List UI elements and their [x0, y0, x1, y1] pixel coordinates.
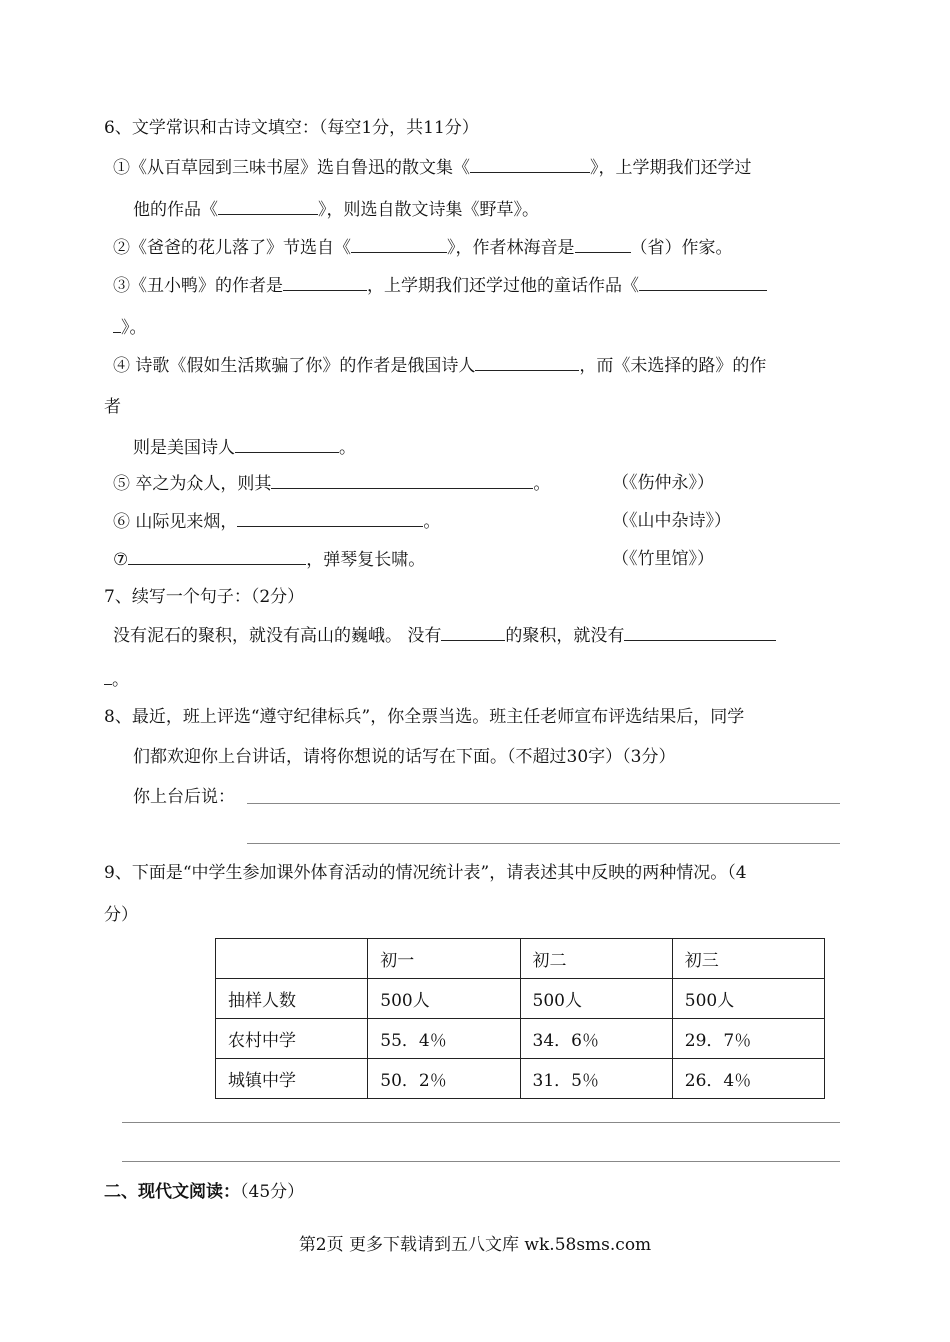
q7-text-b: 的聚积，就没有	[505, 626, 625, 646]
q6-item1-text-d: 》，则选自散文诗集《野草》。	[318, 200, 539, 220]
table-cell: 抽样人数	[216, 979, 368, 1019]
q6-blank-10[interactable]	[237, 510, 423, 527]
q9-answer-line-2[interactable]	[122, 1161, 840, 1162]
q6-item5-text-a: ⑤ 卒之为众人，则其	[113, 474, 272, 494]
q9-answer-line-1[interactable]	[122, 1122, 840, 1123]
q6-item2-text-a: ②《爸爸的花儿落了》节选自《	[113, 238, 351, 258]
q6-item1-line1	[113, 156, 752, 179]
q6-item7	[113, 548, 425, 571]
q6-item3-line1	[113, 274, 767, 297]
q8-answer-line-2[interactable]	[247, 843, 840, 844]
section2-score: （45分）	[240, 1182, 305, 1202]
table-cell: 34．6％	[520, 1019, 672, 1059]
table-header-cell: 初二	[520, 939, 672, 979]
q7-blank-2-cont[interactable]	[104, 668, 112, 685]
q9-line2: 分）	[104, 905, 138, 925]
table-cell: 500人	[672, 979, 824, 1019]
q6-blank-6[interactable]	[639, 274, 767, 291]
q7-text-a: 没有泥石的聚积，就没有高山的巍峨。 没有	[113, 626, 442, 646]
q6-item4-line2: 者	[104, 397, 121, 417]
q6-blank-3[interactable]	[351, 236, 447, 253]
q6-blank-2[interactable]	[218, 198, 318, 215]
q6-item3-text-c: 》。	[121, 318, 147, 338]
table-cell: 26．4％	[672, 1059, 824, 1099]
q6-item6-text-b: 。	[423, 512, 441, 532]
q6-item6-text-a: ⑥ 山际见来烟，	[113, 512, 238, 532]
q7-blank-1[interactable]	[441, 624, 505, 641]
q8-prompt: 你上台后说：	[133, 787, 235, 807]
q6-item1-text-b: 》，上学期我们还学过	[590, 158, 752, 178]
q7-text-c: 。	[112, 670, 129, 690]
q7-blank-2[interactable]	[624, 624, 776, 641]
q6-item4-text-b: ，而《未选择的路》的作	[579, 356, 767, 376]
table-header-row	[216, 939, 825, 979]
q6-blank-7[interactable]	[475, 354, 579, 371]
q6-item4-line3	[133, 436, 356, 459]
q6-item1-text-a: ①《从百草园到三味书屋》选自鲁迅的散文集《	[113, 158, 470, 178]
table-header-cell: 初三	[672, 939, 824, 979]
stats-table	[215, 938, 825, 1099]
q6-blank-1[interactable]	[470, 156, 590, 173]
q6-item3-text-b: ，上学期我们还学过他的童话作品《	[367, 276, 639, 296]
q6-blank-6-cont[interactable]	[113, 316, 121, 333]
table-cell: 50．2％	[368, 1059, 520, 1099]
q8-line1: 8、最近，班上评选“遵守纪律标兵”，你全票当选。班主任老师宣布评选结果后，同学	[104, 707, 745, 727]
table-row	[216, 979, 825, 1019]
q6-item5-source: （《伤仲永》）	[612, 473, 714, 493]
table-cell: 55．4％	[368, 1019, 520, 1059]
table-cell: 31．5％	[520, 1059, 672, 1099]
q6-item3-line2	[113, 316, 147, 339]
q7-line1	[113, 624, 776, 647]
table-row	[216, 1059, 825, 1099]
table-header-cell	[216, 939, 368, 979]
q6-item5	[113, 472, 550, 495]
q7-title: 7、续写一个句子：（2分）	[104, 587, 305, 607]
q6-blank-4[interactable]	[575, 236, 631, 253]
table-cell: 500人	[520, 979, 672, 1019]
q7-line2	[104, 668, 129, 691]
q6-item2	[113, 236, 733, 259]
table-header-cell: 初一	[368, 939, 520, 979]
q6-item4-text-d: 则是美国诗人	[133, 438, 235, 458]
q6-item1-text-c: 他的作品《	[133, 200, 218, 220]
q6-item7-source: （《竹里馆》）	[612, 549, 714, 569]
table-cell: 29．7％	[672, 1019, 824, 1059]
q8-line2: 们都欢迎你上台讲话，请将你想说的话写在下面。（不超过30字）（3分）	[133, 747, 676, 767]
q6-item6-source: （《山中杂诗》）	[612, 511, 731, 531]
q6-blank-8[interactable]	[235, 436, 339, 453]
q6-item4-line1	[113, 354, 766, 377]
q6-item6	[113, 510, 440, 533]
table-cell: 城镇中学	[216, 1059, 368, 1099]
q8-answer-line-1[interactable]	[247, 803, 840, 804]
q9-line1: 9、下面是“中学生参加课外体育活动的情况统计表”，请表述其中反映的两种情况。（4	[104, 863, 747, 883]
q6-item2-text-b: 》，作者林海音是	[447, 238, 575, 258]
q6-item4-text-a: ④ 诗歌《假如生活欺骗了你》的作者是俄国诗人	[113, 356, 476, 376]
q6-title: 6、文学常识和古诗文填空：（每空1分，共11分）	[104, 118, 479, 138]
table-cell: 500人	[368, 979, 520, 1019]
q6-item7-text-a: ⑦	[113, 550, 129, 570]
q6-blank-11[interactable]	[128, 548, 306, 565]
q6-item1-line2	[133, 198, 539, 221]
q6-item7-text-b: ，弹琴复长啸。	[306, 550, 426, 570]
q6-blank-5[interactable]	[283, 274, 367, 291]
section2-heading	[104, 1181, 304, 1203]
q6-item4-text-e: 。	[339, 438, 356, 458]
page-footer: 第2页 更多下载请到五八文库 wk.58sms.com	[298, 1235, 652, 1255]
q6-item5-text-b: 。	[533, 474, 551, 494]
q6-item3-text-a: ③《丑小鸭》的作者是	[113, 276, 283, 296]
table-row	[216, 1019, 825, 1059]
section2-title: 二、现代文阅读：	[104, 1182, 240, 1202]
table-cell: 农村中学	[216, 1019, 368, 1059]
q6-item2-text-c: （省）作家。	[630, 238, 733, 258]
q6-blank-9[interactable]	[271, 472, 533, 489]
